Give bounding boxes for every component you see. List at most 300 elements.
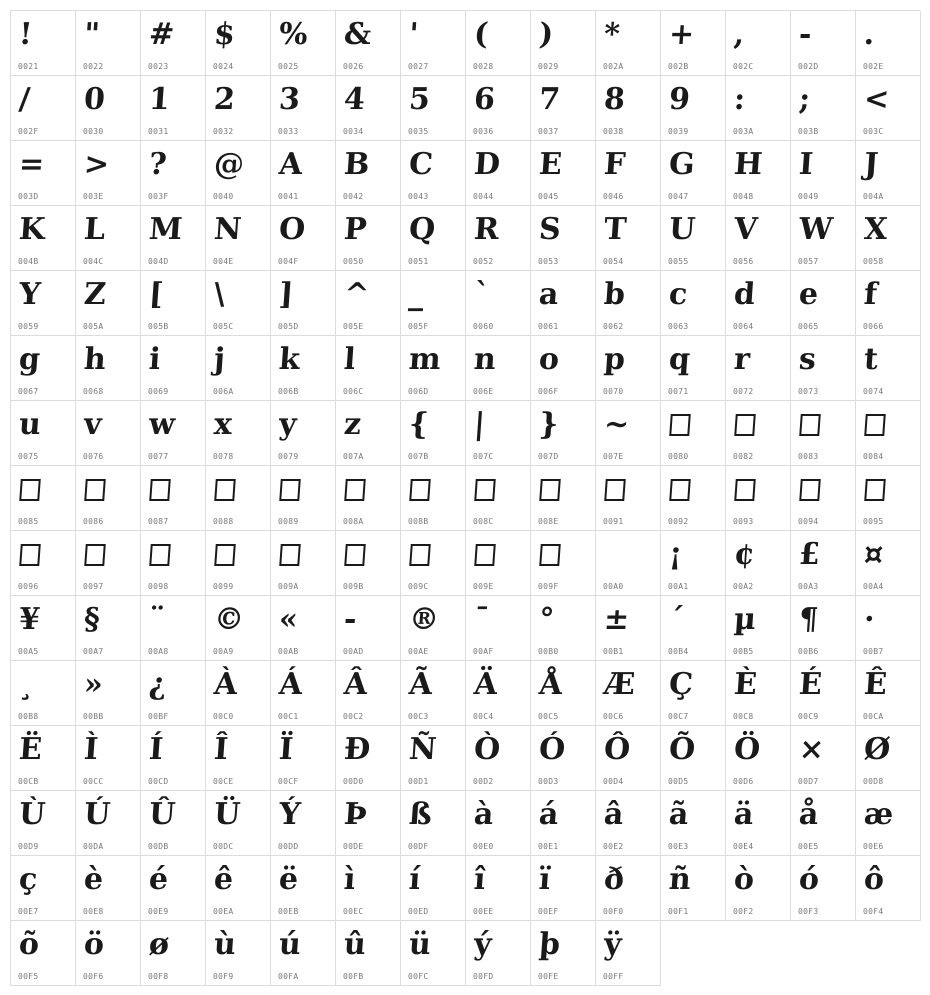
glyph-cell [856, 76, 921, 141]
glyph-codepoint-label: 003F [148, 192, 169, 201]
glyph-sample: Õ [667, 732, 697, 767]
glyph-cell [856, 401, 921, 466]
glyph-codepoint-label: 0043 [408, 192, 429, 201]
glyph-codepoint-label: 005F [408, 322, 429, 331]
glyph-sample: « [277, 602, 300, 637]
glyph-cell [76, 791, 141, 856]
glyph-codepoint-label: 002F [18, 127, 39, 136]
glyph-codepoint-label: 0046 [603, 192, 624, 201]
glyph-sample: | [472, 407, 487, 442]
glyph-sample: 0 [82, 82, 107, 117]
glyph-codepoint-label: 00C3 [408, 712, 429, 721]
glyph-sample: Ç [667, 667, 695, 702]
glyph-sample: = [17, 147, 46, 182]
glyph-sample: ¶ [797, 602, 820, 637]
glyph-codepoint-label: 004B [18, 257, 39, 266]
glyph-cell [531, 921, 596, 986]
glyph-cell [531, 466, 596, 531]
glyph-codepoint-label: 00F1 [668, 907, 689, 916]
glyph-sample: Ã [407, 667, 434, 702]
glyph-sample: e [797, 277, 820, 312]
glyph-sample: E [537, 147, 564, 182]
glyph-sample: Á [277, 667, 304, 702]
glyph-cell [401, 271, 466, 336]
glyph-cell [141, 596, 206, 661]
glyph-codepoint-label: 009C [408, 582, 429, 591]
glyph-codepoint-label: 0078 [213, 452, 234, 461]
glyph-codepoint-label: 00C1 [278, 712, 299, 721]
glyph-cell [336, 11, 401, 76]
glyph-cell [11, 661, 76, 726]
glyph-codepoint-label: 0076 [83, 452, 104, 461]
glyph-sample: Å [537, 667, 564, 702]
glyph-cell [726, 141, 791, 206]
glyph-codepoint-label: 00D1 [408, 777, 429, 786]
glyph-cell [401, 141, 466, 206]
glyph-codepoint-label: 0039 [668, 127, 689, 136]
glyph-cell [466, 141, 531, 206]
glyph-cell [596, 466, 661, 531]
glyph-sample: K [17, 212, 47, 247]
glyph-cell [336, 661, 401, 726]
glyph-sample: æ [862, 797, 895, 832]
glyph-sample: ü [407, 927, 433, 962]
glyph-codepoint-label: 00F9 [213, 972, 234, 981]
glyph-cell [856, 336, 921, 401]
glyph-codepoint-label: 00D8 [863, 777, 884, 786]
glyph-cell [11, 531, 76, 596]
glyph-codepoint-label: 00E2 [603, 842, 624, 851]
glyph-cell [271, 271, 336, 336]
glyph-codepoint-label: 0034 [343, 127, 364, 136]
glyph-codepoint-label: 0067 [18, 387, 39, 396]
glyph-codepoint-label: 003C [863, 127, 884, 136]
glyph-cell [791, 401, 856, 466]
glyph-sample: n [472, 342, 498, 377]
glyph-codepoint-label: 0091 [603, 517, 624, 526]
glyph-codepoint-label: 00D5 [668, 777, 689, 786]
glyph-codepoint-label: 0054 [603, 257, 624, 266]
glyph-cell [401, 466, 466, 531]
glyph-codepoint-label: 00EB [278, 907, 299, 916]
glyph-codepoint-label: 00C2 [343, 712, 364, 721]
glyph-cell [726, 76, 791, 141]
glyph-sample: · [862, 602, 876, 637]
glyph-codepoint-label: 00E7 [18, 907, 39, 916]
glyph-codepoint-label: 004F [278, 257, 299, 266]
glyph-sample: Ö [732, 732, 762, 767]
glyph-codepoint-label: 007C [473, 452, 494, 461]
glyph-codepoint-label: 0042 [343, 192, 364, 201]
glyph-sample: g [17, 342, 42, 377]
glyph-codepoint-label: 00AE [408, 647, 429, 656]
glyph-sample: ) [537, 17, 555, 52]
glyph-codepoint-label: 006A [213, 387, 234, 396]
glyph-cell [336, 726, 401, 791]
glyph-codepoint-label: 003D [18, 192, 39, 201]
glyph-sample: õ [17, 927, 41, 962]
glyph-cell [791, 11, 856, 76]
glyph-codepoint-label: 004E [213, 257, 234, 266]
glyph-sample: Ü [212, 797, 242, 832]
glyph-cell [271, 726, 336, 791]
glyph-cell [791, 856, 856, 921]
glyph-cell [11, 11, 76, 76]
glyph-cell [76, 336, 141, 401]
glyph-codepoint-label: 00F2 [733, 907, 754, 916]
glyph-cell [531, 76, 596, 141]
glyph-codepoint-label: 0038 [603, 127, 624, 136]
glyph-codepoint-label: 007D [538, 452, 559, 461]
glyph-sample: ¥ [17, 602, 42, 637]
glyph-codepoint-label: 0025 [278, 62, 299, 71]
glyph-codepoint-label: 00AB [278, 647, 299, 656]
glyph-sample: § [82, 602, 101, 637]
glyph-sample [149, 479, 171, 501]
glyph-sample [669, 479, 691, 501]
glyph-cell [271, 466, 336, 531]
glyph-sample: [ [147, 277, 165, 312]
glyph-codepoint-label: 0051 [408, 257, 429, 266]
glyph-sample: Ý [277, 797, 302, 832]
glyph-cell [596, 336, 661, 401]
glyph-sample: S [537, 212, 562, 247]
glyph-codepoint-label: 0068 [83, 387, 104, 396]
glyph-cell [596, 791, 661, 856]
glyph-codepoint-label: 006C [343, 387, 364, 396]
glyph-sample: : [732, 82, 747, 117]
glyph-sample: \ [212, 277, 227, 312]
glyph-sample: 7 [537, 82, 562, 117]
glyph-cell [791, 531, 856, 596]
glyph-sample: â [602, 797, 625, 832]
glyph-sample: L [82, 212, 107, 247]
glyph-codepoint-label: 009B [343, 582, 364, 591]
glyph-cell [141, 791, 206, 856]
glyph-codepoint-label: 00CA [863, 712, 884, 721]
glyph-sample: $ [212, 17, 237, 52]
glyph-sample: ý [472, 927, 493, 962]
glyph-sample: < [862, 82, 891, 117]
glyph-sample: r [732, 342, 752, 377]
glyph-cell [726, 791, 791, 856]
glyph-codepoint-label: 003A [733, 127, 754, 136]
glyph-cell [336, 336, 401, 401]
glyph-codepoint-label: 009E [473, 582, 494, 591]
glyph-cell [11, 596, 76, 661]
glyph-cell [466, 271, 531, 336]
glyph-codepoint-label: 006D [408, 387, 429, 396]
glyph-sample [734, 414, 756, 436]
glyph-sample: þ [537, 927, 562, 962]
glyph-codepoint-label: 0085 [18, 517, 39, 526]
glyph-codepoint-label: 0027 [408, 62, 429, 71]
glyph-cell [856, 661, 921, 726]
glyph-codepoint-label: 008C [473, 517, 494, 526]
glyph-codepoint-label: 00E6 [863, 842, 884, 851]
glyph-codepoint-label: 00F8 [148, 972, 169, 981]
glyph-codepoint-label: 00D0 [343, 777, 364, 786]
glyph-sample [279, 544, 301, 566]
glyph-codepoint-label: 00EA [213, 907, 234, 916]
glyph-cell [531, 11, 596, 76]
glyph-sample: } [537, 407, 560, 442]
glyph-codepoint-label: 00A8 [148, 647, 169, 656]
glyph-codepoint-label: 004C [83, 257, 104, 266]
glyph-cell [531, 791, 596, 856]
glyph-sample: - [342, 602, 358, 637]
glyph-cell [531, 531, 596, 596]
glyph-codepoint-label: 00C8 [733, 712, 754, 721]
glyph-cell [11, 791, 76, 856]
glyph-sample: ö [82, 927, 106, 962]
glyph-sample: Ð [342, 732, 372, 767]
glyph-cell [271, 11, 336, 76]
glyph-sample: Ë [17, 732, 44, 767]
glyph-codepoint-label: 00D7 [798, 777, 819, 786]
glyph-cell [76, 856, 141, 921]
glyph-sample [84, 479, 106, 501]
glyph-cell [206, 336, 271, 401]
glyph-codepoint-label: 00D2 [473, 777, 494, 786]
glyph-sample: Ò [472, 732, 502, 767]
glyph-sample: ß [407, 797, 434, 832]
glyph-sample: ô [862, 862, 886, 897]
glyph-codepoint-label: 00B7 [863, 647, 884, 656]
glyph-codepoint-label: 0044 [473, 192, 494, 201]
glyph-codepoint-label: 00F3 [798, 907, 819, 916]
glyph-codepoint-label: 00E4 [733, 842, 754, 851]
glyph-cell [466, 791, 531, 856]
glyph-codepoint-label: 00DD [278, 842, 299, 851]
glyph-sample: v [82, 407, 103, 442]
glyph-sample [19, 544, 41, 566]
glyph-sample: # [147, 17, 176, 52]
glyph-codepoint-label: 00AD [343, 647, 364, 656]
glyph-codepoint-label: 0024 [213, 62, 234, 71]
glyph-cell [856, 726, 921, 791]
glyph-sample: ñ [667, 862, 693, 897]
glyph-sample: ë [277, 862, 300, 897]
glyph-cell [401, 856, 466, 921]
glyph-cell [531, 661, 596, 726]
glyph-codepoint-label: 00E0 [473, 842, 494, 851]
glyph-codepoint-label: 0023 [148, 62, 169, 71]
glyph-sample [539, 544, 561, 566]
glyph-sample: % [277, 17, 309, 52]
glyph-sample: Q [407, 212, 437, 247]
glyph-sample [279, 479, 301, 501]
glyph-codepoint-label: 0080 [668, 452, 689, 461]
glyph-sample [864, 414, 886, 436]
glyph-sample: Â [342, 667, 369, 702]
glyph-codepoint-label: 00F4 [863, 907, 884, 916]
glyph-cell [76, 921, 141, 986]
glyph-codepoint-label: 00EF [538, 907, 559, 916]
glyph-cell [661, 531, 726, 596]
glyph-sample: ó [797, 862, 821, 897]
glyph-sample: y [277, 407, 298, 442]
glyph-sample: z [342, 407, 363, 442]
glyph-sample [474, 544, 496, 566]
glyph-codepoint-label: 004D [148, 257, 169, 266]
glyph-cell [856, 856, 921, 921]
glyph-sample [604, 479, 626, 501]
glyph-sample: Y [17, 277, 42, 312]
glyph-codepoint-label: 0022 [83, 62, 104, 71]
glyph-codepoint-label: 00FA [278, 972, 299, 981]
glyph-cell [206, 271, 271, 336]
glyph-codepoint-label: 009F [538, 582, 559, 591]
glyph-codepoint-label: 00DC [213, 842, 234, 851]
glyph-sample: 5 [407, 82, 432, 117]
glyph-codepoint-label: 0084 [863, 452, 884, 461]
glyph-sample: ? [147, 147, 168, 182]
glyph-sample: Ó [537, 732, 567, 767]
glyph-cell [76, 141, 141, 206]
glyph-codepoint-label: 006F [538, 387, 559, 396]
glyph-sample: U [667, 212, 697, 247]
glyph-cell [466, 921, 531, 986]
glyph-sample: î [472, 862, 487, 897]
glyph-cell [791, 141, 856, 206]
glyph-cell [596, 856, 661, 921]
glyph-codepoint-label: 0033 [278, 127, 299, 136]
glyph-sample: ¡ [667, 537, 684, 572]
glyph-sample: D [472, 147, 502, 182]
glyph-sample: ~ [602, 407, 631, 442]
glyph-cell [11, 921, 76, 986]
glyph-sample: Í [147, 732, 165, 767]
glyph-cell [336, 596, 401, 661]
glyph-sample: l [342, 342, 357, 377]
glyph-sample: ¿ [147, 667, 168, 702]
glyph-cell [336, 531, 401, 596]
glyph-cell [141, 271, 206, 336]
glyph-cell [11, 466, 76, 531]
glyph-sample: F [602, 147, 627, 182]
glyph-cell [206, 661, 271, 726]
glyph-cell [141, 336, 206, 401]
glyph-codepoint-label: 00F0 [603, 907, 624, 916]
glyph-cell [401, 661, 466, 726]
glyph-sample: P [342, 212, 368, 247]
glyph-sample: i [147, 342, 162, 377]
glyph-codepoint-label: 0029 [538, 62, 559, 71]
glyph-cell [661, 271, 726, 336]
glyph-codepoint-label: 00B6 [798, 647, 819, 656]
glyph-cell [206, 921, 271, 986]
glyph-sample: ÿ [602, 927, 623, 962]
glyph-sample: 8 [602, 82, 627, 117]
glyph-cell [76, 76, 141, 141]
glyph-codepoint-label: 0050 [343, 257, 364, 266]
glyph-sample: G [667, 147, 696, 182]
glyph-cell [401, 11, 466, 76]
glyph-codepoint-label: 0093 [733, 517, 754, 526]
glyph-codepoint-label: 0082 [733, 452, 754, 461]
glyph-cell [726, 336, 791, 401]
glyph-codepoint-label: 0069 [148, 387, 169, 396]
glyph-grid [10, 10, 920, 986]
glyph-codepoint-label: 008A [343, 517, 364, 526]
glyph-cell [661, 141, 726, 206]
glyph-cell [726, 531, 791, 596]
glyph-cell [206, 856, 271, 921]
glyph-sample: * [602, 17, 621, 52]
glyph-cell [661, 11, 726, 76]
glyph-codepoint-label: 0066 [863, 322, 884, 331]
glyph-codepoint-label: 00C0 [213, 712, 234, 721]
glyph-codepoint-label: 00A4 [863, 582, 884, 591]
glyph-cell [271, 206, 336, 271]
glyph-cell [271, 791, 336, 856]
glyph-codepoint-label: 0057 [798, 257, 819, 266]
glyph-cell [661, 336, 726, 401]
glyph-sample: Ø [862, 732, 892, 767]
glyph-cell [596, 531, 661, 596]
glyph-cell [206, 401, 271, 466]
glyph-cell [466, 206, 531, 271]
glyph-sample: ù [212, 927, 238, 962]
glyph-cell [206, 531, 271, 596]
glyph-cell [141, 661, 206, 726]
glyph-sample [409, 479, 431, 501]
glyph-cell [206, 791, 271, 856]
glyph-cell [596, 76, 661, 141]
glyph-cell [856, 271, 921, 336]
glyph-codepoint-label: 00FF [603, 972, 624, 981]
glyph-sample: s [797, 342, 818, 377]
glyph-sample: Z [82, 277, 108, 312]
glyph-cell [141, 401, 206, 466]
glyph-cell [76, 466, 141, 531]
glyph-sample: a [537, 277, 560, 312]
glyph-cell [271, 336, 336, 401]
glyph-cell [466, 726, 531, 791]
glyph-codepoint-label: 0045 [538, 192, 559, 201]
glyph-sample [539, 479, 561, 501]
glyph-sample: ° [537, 602, 556, 637]
glyph-cell [401, 76, 466, 141]
glyph-cell [11, 76, 76, 141]
glyph-codepoint-label: 00BF [148, 712, 169, 721]
glyph-sample: ^ [342, 277, 371, 312]
glyph-codepoint-label: 0089 [278, 517, 299, 526]
glyph-codepoint-label: 0041 [278, 192, 299, 201]
glyph-cell [791, 726, 856, 791]
glyph-sample: ã [667, 797, 690, 832]
glyph-sample: Ï [277, 732, 295, 767]
glyph-codepoint-label: 0098 [148, 582, 169, 591]
glyph-codepoint-label: 005B [148, 322, 169, 331]
glyph-sample: ¸ [17, 667, 36, 702]
glyph-codepoint-label: 0063 [668, 322, 689, 331]
glyph-codepoint-label: 00D6 [733, 777, 754, 786]
glyph-sample: é [147, 862, 170, 897]
glyph-codepoint-label: 0056 [733, 257, 754, 266]
glyph-codepoint-label: 002E [863, 62, 884, 71]
glyph-cell [596, 141, 661, 206]
glyph-cell [401, 401, 466, 466]
glyph-codepoint-label: 0030 [83, 127, 104, 136]
glyph-cell [726, 856, 791, 921]
glyph-cell [76, 661, 141, 726]
glyph-codepoint-label: 006B [278, 387, 299, 396]
glyph-cell [856, 531, 921, 596]
glyph-sample: ì [342, 862, 357, 897]
glyph-sample [799, 414, 821, 436]
